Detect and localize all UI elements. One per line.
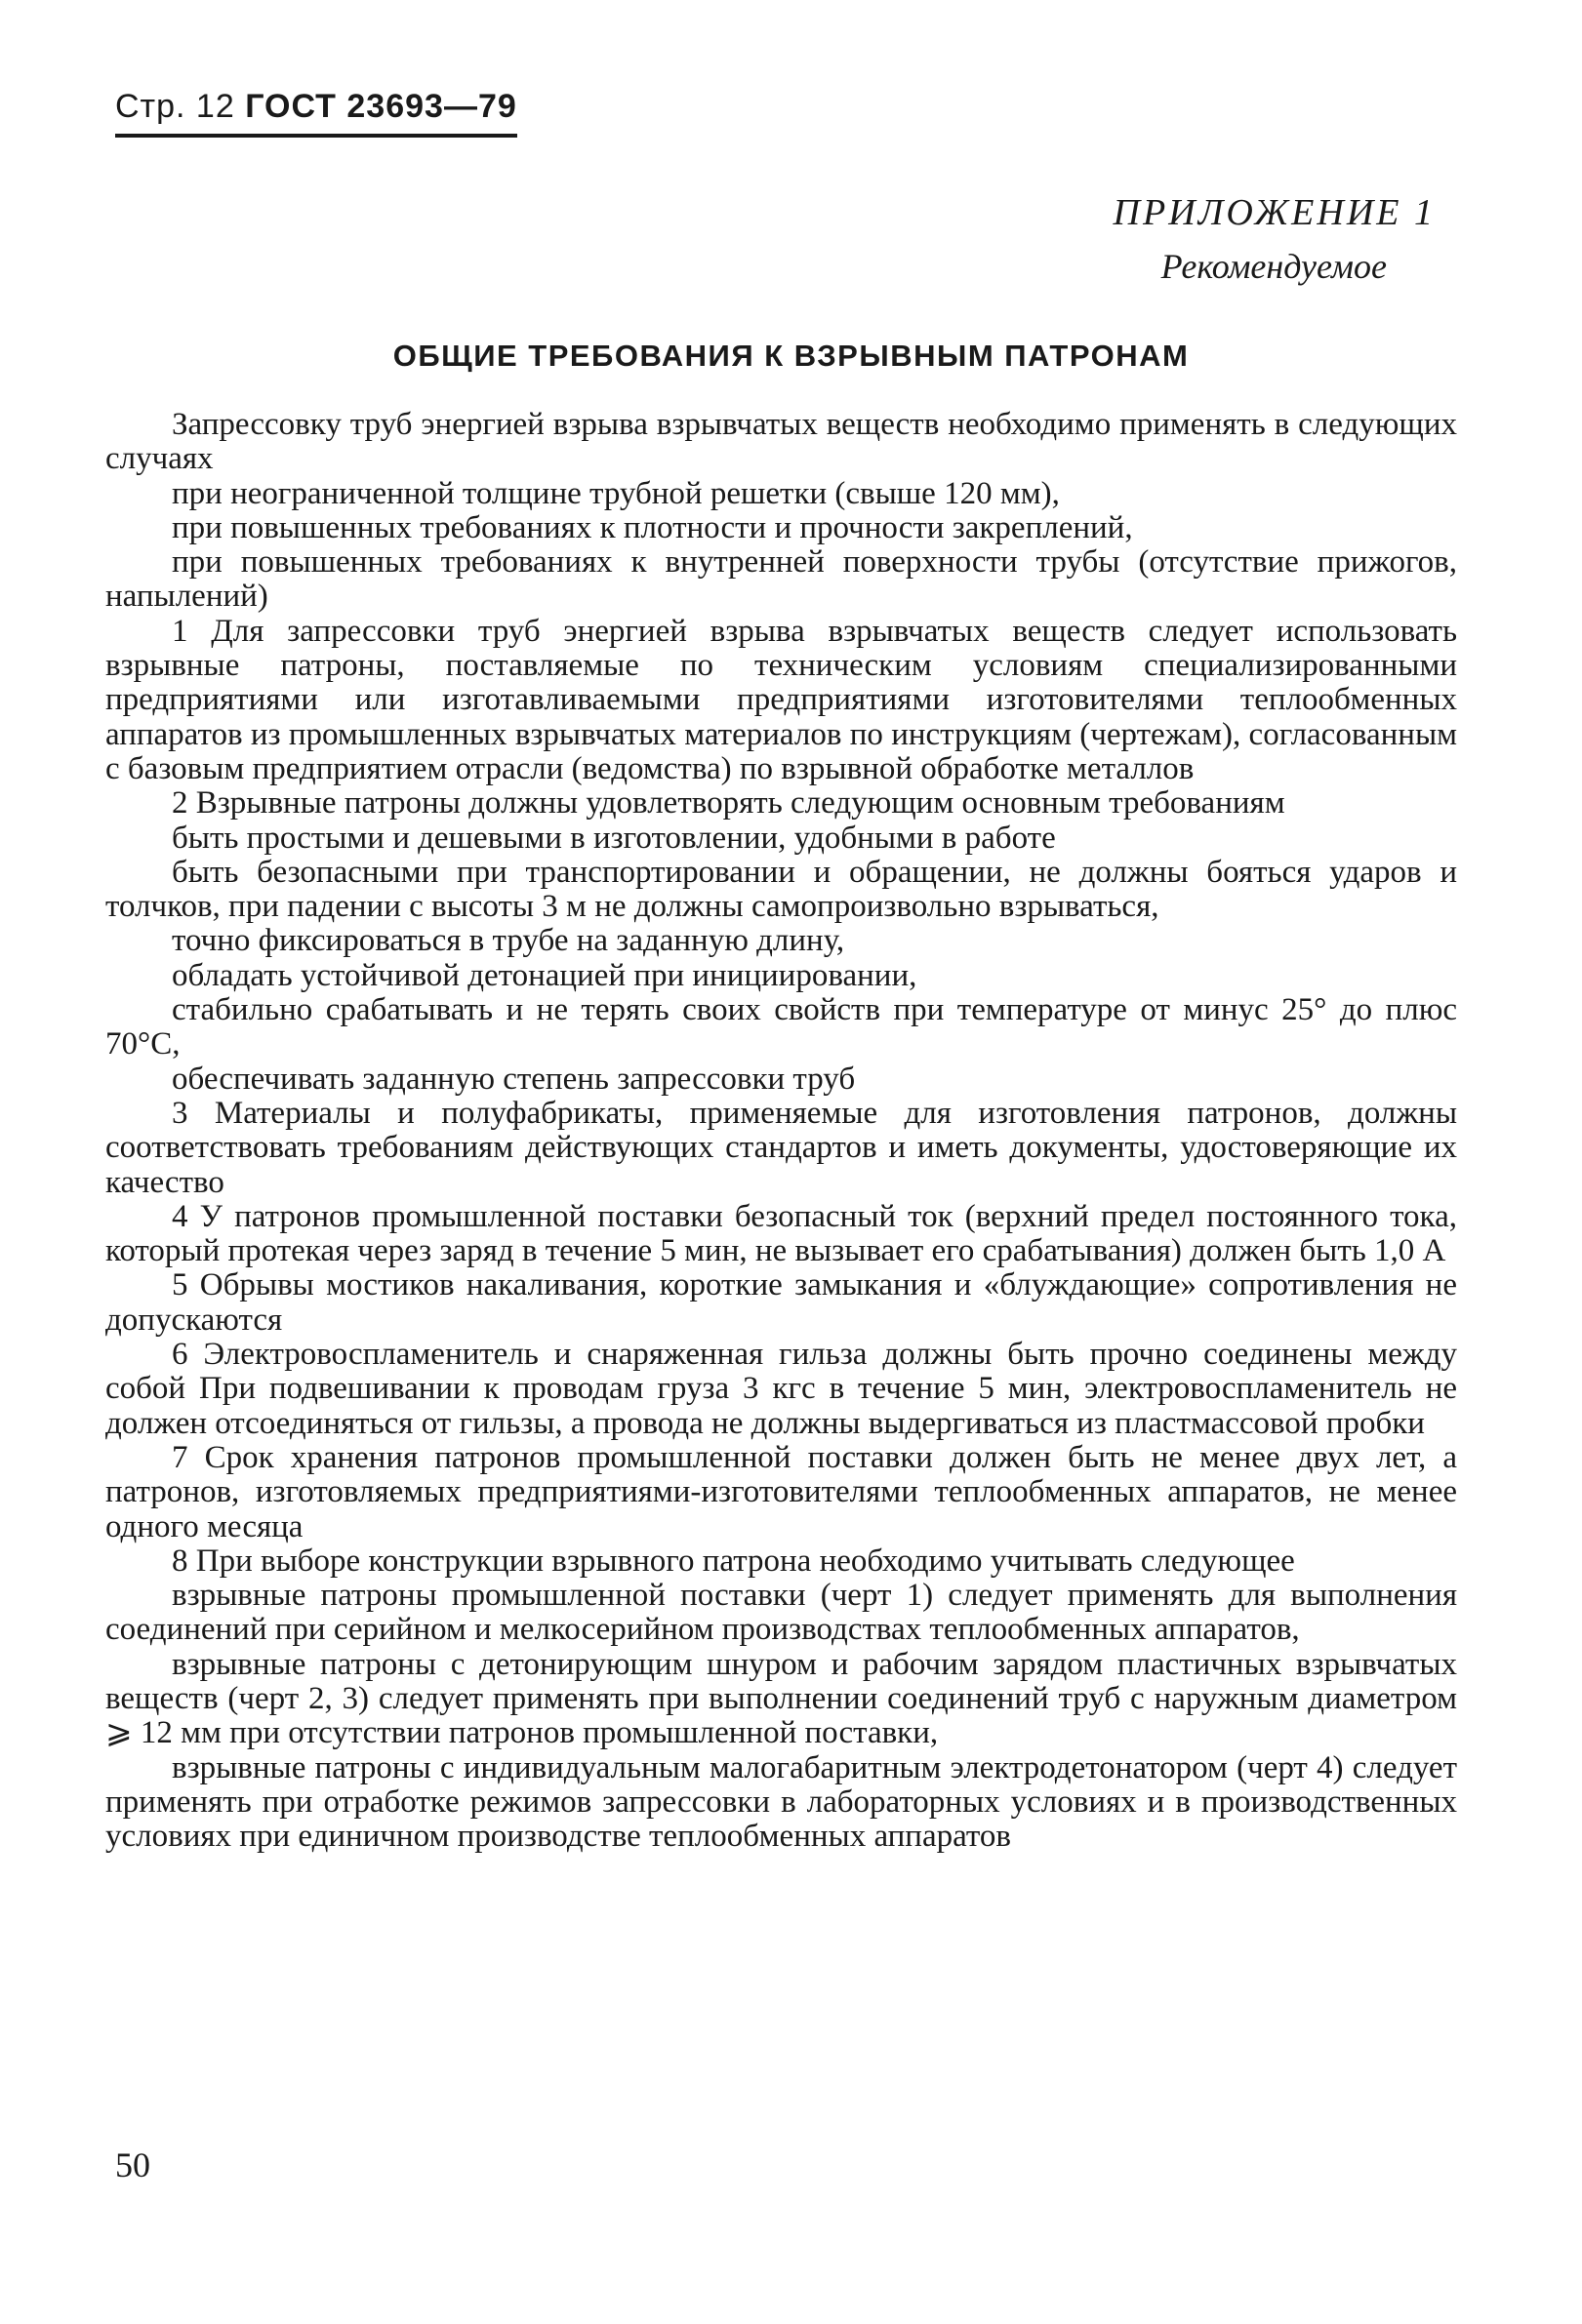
paragraph: стабильно срабатывать и не терять своих свойств при температуре от минус 25° до плюс 70°С,: [105, 992, 1457, 1062]
paragraph: 2 Взрывные патроны должны удовлетворять следующим основным требованиям: [172, 785, 1285, 821]
paragraph: взрывные патроны промышленной поставки (черт 1) следует применять для выполнения соединений при серийном и мелкосерийном производствах теплообменных аппаратов,: [105, 1578, 1457, 1648]
paragraph: 5 Обрывы мостиков накаливания, короткие замыкания и «блуждающие» сопротивления не допускаются: [105, 1267, 1457, 1338]
paragraph: при повышенных требованиях к плотности и прочности закреплений,: [172, 509, 1133, 545]
header-standard: ГОСТ 23693—79: [245, 88, 517, 125]
paragraph: точно фиксироваться в трубе на заданную длину,: [172, 923, 845, 959]
paragraph: взрывные патроны с детонирующим шнуром и рабочим зарядом пластичных взрывчатых веществ (черт 2, 3) следует применять при выполнении соединений труб с наружным диаметром ⩾ 12 мм при отсутствии патронов промышленной поставки,: [105, 1646, 1457, 1751]
paragraph: взрывные патроны с индивидуальным малогабаритным электродетонатором (черт 4) следует применять при отработке режимов запрессовки в лабораторных условиях и в производственных условиях при единичном производстве теплообменных аппаратов: [105, 1749, 1457, 1855]
appendix-label: ПРИЛОЖЕНИЕ 1: [1113, 192, 1436, 233]
paragraph: 4 У патронов промышленной поставки безопасный ток (верхний предел постоянного тока, который протекая через заряд в течение 5 мин, не вызывает его срабатывания) должен быть 1,0 А: [105, 1198, 1457, 1269]
paragraph: 6 Электровоспламенитель и снаряженная гильза должны быть прочно соединены между собой При подвешивании к проводам груза 3 кгс в течение 5 мин, электровоспламенитель не должен отсоединяться от гильзы, а провода не должны выдергиваться из пластмассовой пробки: [105, 1337, 1457, 1441]
paragraph: быть безопасными при транспортировании и обращении, не должны бояться ударов и толчков, при падении с высоты 3 м не должны самопроизвольно взрываться,: [105, 854, 1457, 925]
paragraph: 7 Срок хранения патронов промышленной поставки должен быть не менее двух лет, а патронов, изготовляемых предприятиями-изготовителями теплообменных аппаратов, не менее одного месяца: [105, 1439, 1457, 1544]
body-text: [105, 408, 1457, 1854]
paragraph: при неограниченной толщине трубной решетки (свыше 120 мм),: [172, 475, 1060, 511]
paragraph: Запрессовку труб энергией взрыва взрывчатых веществ необходимо применять в следующих случаях: [105, 407, 1457, 477]
paragraph: 8 При выборе конструкции взрывного патрона необходимо учитывать следующее: [172, 1543, 1295, 1579]
running-header: [115, 88, 517, 138]
paragraph: 1 Для запрессовки труб энергией взрыва взрывчатых веществ следует использовать взрывные патроны, поставляемые по техническим условиям специализированными предприятиями или изготавливаемыми предприятиями изготовителями теплообменных аппаратов из промышленных взрывчатых материалов по инструкциям (чертежам), согласованным с базовым предприятием отрасли (ведомства) по взрывной обработке металлов: [105, 613, 1457, 786]
paragraph: при повышенных требованиях к внутренней поверхности трубы (отсутствие прижогов, напылений): [105, 544, 1457, 615]
appendix-status: Рекомендуемое: [1160, 247, 1387, 286]
paragraph: быть простыми и дешевыми в изготовлении, удобными в работе: [172, 820, 1056, 856]
header-page-label: Стр. 12: [115, 88, 235, 125]
paragraph: обеспечивать заданную степень запрессовки труб: [172, 1061, 856, 1097]
paragraph: 3 Материалы и полуфабрикаты, применяемые для изготовления патронов, должны соответствовать требованиям действующих стандартов и иметь документы, удостоверяющие их качество: [105, 1095, 1457, 1200]
section-title: ОБЩИЕ ТРЕБОВАНИЯ К ВЗРЫВНЫМ ПАТРОНАМ: [392, 339, 1190, 373]
paragraph: обладать устойчивой детонацией при инициировании,: [172, 957, 917, 993]
page-number: 50: [115, 2145, 150, 2184]
